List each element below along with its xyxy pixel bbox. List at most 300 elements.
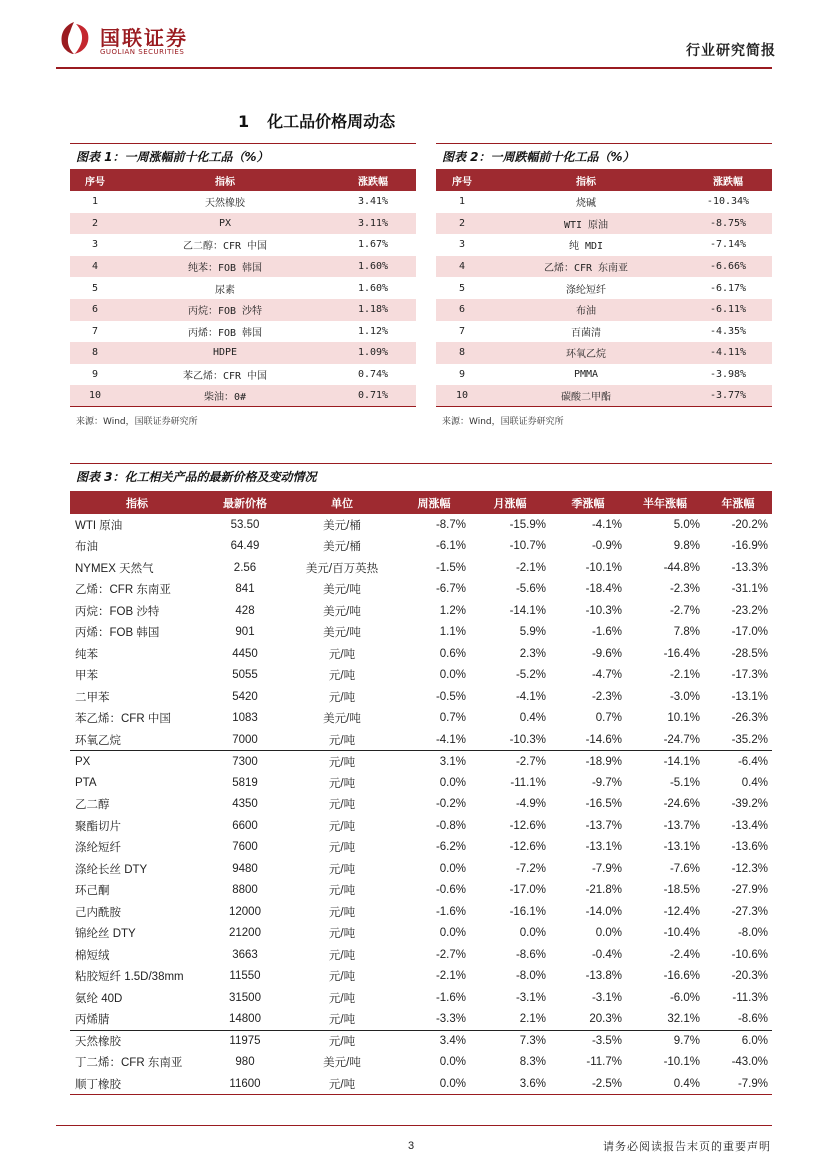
fig3-cell: -35.2% [731,733,768,746]
fig2-cell: -6.17% [709,282,747,294]
fig1-cell: 3 [91,239,99,251]
fig2-row [436,277,772,299]
fig3-cell: 元/吨 [328,820,356,833]
fig1-cell: 1 [91,196,99,208]
fig3-cell: 美元/百万英热 [305,562,379,575]
fig3-cell: -6.0% [669,991,700,1004]
fig3-row [70,1009,772,1031]
fig3-cell: -2.5% [550,1073,626,1095]
fig3-cell: 11975 [204,1030,286,1052]
fig3-cell: 5420 [232,690,258,703]
fig3-cell: -6.1% [435,540,466,553]
fig3-row [70,815,772,837]
fig3-header-cell: 季涨幅 [550,491,626,514]
fig3-row [70,1073,772,1095]
fig2-header-cell: 指标 [488,169,684,191]
fig1-row [70,191,416,213]
fig1-cell: 丙烷：FOB 沙特 [120,299,330,321]
fig2-cell: -7.14% [709,239,747,251]
fig3-cell: 丙烯：FOB 韩国 [75,627,160,640]
fig3-cell: 己内酰胺 [75,906,121,919]
fig3-cell: 元/吨 [328,906,356,919]
fig1-header-cell: 涨跌幅 [330,169,416,191]
fig3-row [70,729,772,751]
section-number: 1 [238,112,250,131]
fig3-cell: 6.0% [704,1030,772,1052]
fig1-cell: 4 [70,256,120,278]
fig3-cell: -0.2% [435,798,466,811]
fig3-cell: 元/吨 [328,992,356,1005]
fig3-cell: -13.7% [585,819,622,832]
fig3-cell: -20.3% [731,970,768,983]
fig1-cell: HDPE [120,342,330,364]
fig3-cell: 0.7% [595,712,622,725]
fig3-cell: 0.4% [519,712,546,725]
fig3-cell: 元/吨 [328,777,356,790]
fig3-cell: -11.3% [732,991,768,1004]
fig3-cell: 10.1% [667,712,700,725]
fig3-cell: 甲苯 [75,670,98,683]
fig2-cell: 4 [436,256,488,278]
logo-mark-icon [56,20,92,56]
fig3-cell: -13.8% [585,970,622,983]
fig3-cell: -3.3% [435,1013,466,1025]
fig3-cell: -2.7% [470,751,550,773]
fig3-cell: -2.3% [669,583,700,596]
fig1-cell: 纯苯：FOB 韩国 [120,256,330,278]
fig3-cell: -9.7% [591,776,622,789]
fig2-cell: 碳酸二甲酯 [488,385,684,407]
fig1-table [70,169,416,407]
fig2-row [436,256,772,278]
fig3-cell: 元/吨 [286,751,398,773]
fig3-cell: 1083 [232,712,258,725]
header-divider [56,67,772,69]
fig3-cell: -15.9% [509,518,546,531]
fig3-cell: -18.9% [550,751,626,773]
fig2-row [436,342,772,364]
fig2-top-rule [436,143,772,144]
fig3-cell: -10.1% [585,561,622,574]
fig3-cell: -13.1% [585,841,622,854]
fig3-row [70,751,772,773]
fig3-row [70,1052,772,1074]
fig2-cell: -10.34% [706,196,750,208]
fig3-cell: -11.1% [510,776,546,789]
fig1-cell: 1.60% [330,256,416,278]
fig3-cell: -17.0% [731,626,768,639]
fig3-cell: 0.6% [439,647,466,660]
fig3-cell: 3.6% [470,1073,550,1095]
fig3-cell: -10.3% [585,604,622,617]
fig3-cell: 元/吨 [328,1014,356,1026]
fig3-cell: -13.1% [663,841,700,854]
fig3-cell: -13.1% [731,690,768,703]
fig1-cell: 1.12% [357,325,389,337]
fig3-cell: -24.7% [663,733,700,746]
fig1-row [70,342,416,364]
fig3-row [70,514,772,536]
fig3-cell: -12.4% [663,905,700,918]
fig3-cell: WTI 原油 [75,519,123,532]
fig3-cell: -16.4% [663,647,700,660]
logo-text-cn: 国联证券 [100,26,188,50]
fig3-header-cell: 半年涨幅 [626,491,704,514]
fig2-header-cell: 涨跌幅 [684,169,772,191]
footer-disclaimer: 请务必阅读报告末页的重要声明 [603,1140,771,1153]
fig1-cell: 0.71% [330,385,416,407]
fig3-cell: -13.6% [731,841,768,854]
fig3-cell: -12.3% [731,862,768,875]
fig3-cell: -16.5% [585,798,622,811]
fig3-cell: 0.0% [519,927,546,940]
fig3-cell: 美元/吨 [323,627,361,640]
fig3-row [70,1030,772,1052]
fig3-row [70,686,772,708]
fig3-cell: -10.3% [509,733,546,746]
fig3-cell: -4.1% [435,733,466,746]
fig1-cell: 苯乙烯：CFR 中国 [182,371,268,383]
fig3-cell: 元/吨 [328,734,356,747]
footer-divider [56,1125,772,1126]
fig2-cell: 10 [436,385,488,407]
fig1-cell: 1.60% [357,282,389,294]
fig3-cell: NYMEX 天然气 [75,562,154,575]
fig2-cell: -3.77% [684,385,772,407]
fig1-title: 图表 1：一周涨幅前十化工品（%） [76,150,269,164]
fig3-cell: 5055 [232,669,258,682]
fig3-cell: -43.0% [731,1056,768,1069]
fig3-cell: 841 [235,583,255,596]
fig3-cell: -24.6% [663,798,700,811]
fig1-cell: 8 [70,342,120,364]
fig3-cell: -6.7% [435,583,466,596]
fig3-cell: 丙烯腈 [75,1014,110,1026]
fig1-cell: 9 [91,369,99,381]
fig3-cell: 21200 [229,927,261,940]
fig3-row [70,923,772,945]
fig2-cell: 9 [458,369,466,381]
fig2-cell: 3 [458,239,466,251]
fig3-cell: 元/吨 [286,1030,398,1052]
fig2-title: 图表 2：一周跌幅前十化工品（%） [442,150,635,164]
fig1-cell: PX [120,213,330,235]
fig3-cell: 980 [235,1056,255,1069]
fig3-row [70,966,772,988]
fig3-cell: 428 [235,604,255,617]
fig3-cell: -3.1% [591,991,622,1004]
fig3-cell: -1.6% [435,991,466,1004]
fig2-cell: 8 [436,342,488,364]
fig3-cell: -11.7% [586,1056,622,1069]
fig2-row [436,213,772,235]
fig3-cell: -2.4% [669,948,700,961]
fig3-row [70,557,772,579]
fig3-cell: 美元/桶 [323,541,361,554]
fig2-cell: -6.11% [684,299,772,321]
company-logo [56,16,226,60]
fig3-cell: 7.3% [470,1030,550,1052]
fig3-top-rule [70,463,772,464]
fig3-cell: 苯乙烯：CFR 中国 [75,713,171,726]
page-number: 3 [408,1140,415,1152]
fig3-cell: 31500 [229,991,261,1004]
fig3-cell: -13.4% [731,819,768,832]
fig1-cell: 1.09% [330,342,416,364]
fig3-cell: 元/吨 [328,949,356,962]
fig3-cell: -5.2% [515,669,546,682]
fig3-row [70,987,772,1009]
fig3-cell: 0.4% [626,1073,704,1095]
fig1-row [70,277,416,299]
fig3-cell: -3.0% [669,690,700,703]
fig3-cell: 11600 [204,1073,286,1095]
fig3-cell: -14.1% [509,604,546,617]
fig3-cell: -2.7% [435,948,466,961]
fig3-cell: 32.1% [667,1013,700,1025]
fig3-cell: 4350 [232,798,258,811]
fig2-row [436,234,772,256]
fig2-row [436,385,772,407]
fig3-row [70,880,772,902]
fig3-cell: 丁二烯：CFR 东南亚 [75,1057,183,1070]
fig1-row [70,299,416,321]
fig3-cell: -8.0% [515,970,546,983]
fig2-cell: -3.98% [709,369,747,381]
fig3-cell: 0.0% [439,862,466,875]
fig3-cell: 5.9% [519,626,546,639]
fig3-cell: -17.3% [731,669,768,682]
fig3-cell: 纯苯 [75,648,98,661]
fig3-cell: -8.0% [737,927,768,940]
fig3-cell: 聚酯切片 [75,820,121,833]
fig3-cell: 元/吨 [328,885,356,898]
fig3-cell: 元/吨 [328,971,356,984]
fig3-cell: -2.3% [591,690,622,703]
fig3-cell: 7.8% [673,626,700,639]
fig1-cell: 3.11% [330,213,416,235]
fig3-cell: -7.9% [591,862,622,875]
fig2-row [436,321,772,343]
section-title [238,109,395,132]
fig3-cell: -7.6% [669,862,700,875]
fig1-cell: 6 [70,299,120,321]
fig3-cell: 氨纶 40D [75,992,123,1005]
fig3-cell: -44.8% [663,561,700,574]
fig3-cell: 9.8% [673,540,700,553]
fig2-cell: -6.66% [684,256,772,278]
fig2-cell: 环氧乙烷 [488,342,684,364]
fig3-cell: 元/吨 [328,863,356,876]
fig3-cell: 美元/吨 [323,713,361,726]
fig3-cell: -2.1% [515,561,546,574]
fig3-cell: 53.50 [230,518,260,531]
fig3-cell: 8.3% [519,1056,546,1069]
fig3-cell: -5.6% [515,583,546,596]
fig3-header-cell: 单位 [286,491,398,514]
fig3-table [70,491,772,1095]
fig3-header-cell: 指标 [70,491,204,514]
fig3-cell: -5.1% [669,776,700,789]
fig3-cell: -2.1% [669,669,700,682]
fig3-cell: 7300 [204,751,286,773]
fig3-cell: -4.9% [515,798,546,811]
fig1-header-row [70,169,416,191]
fig1-cell: 尿素 [215,284,235,296]
fig2-cell: WTI 原油 [488,213,684,235]
fig3-row [70,643,772,665]
fig3-cell: -0.5% [435,690,466,703]
fig3-cell: 0.0% [439,669,466,682]
fig3-cell: -0.8% [435,819,466,832]
fig3-cell: 美元/吨 [323,605,361,618]
fig2-header-cell: 序号 [436,169,488,191]
fig3-cell: 1.1% [439,626,466,639]
fig3-cell: -4.1% [591,518,622,531]
fig3-row [70,858,772,880]
fig3-cell: 12000 [229,905,261,918]
fig3-cell: 天然橡胶 [70,1030,204,1052]
fig3-cell: -18.4% [585,583,622,596]
fig3-cell: -6.2% [435,841,466,854]
fig3-cell: -1.5% [435,561,466,574]
fig1-row [70,385,416,407]
fig3-cell: 3.1% [398,751,470,773]
fig3-cell: 5819 [232,776,258,789]
fig3-cell: -8.7% [435,518,466,531]
fig3-cell: -12.6% [509,841,546,854]
fig3-cell: -10.4% [663,927,700,940]
section-title-text: 化工品价格周动态 [267,112,396,131]
fig3-cell: -1.6% [435,905,466,918]
fig1-cell: 丙烯：FOB 韩国 [187,327,263,339]
fig3-cell: 棉短绒 [75,949,110,962]
fig2-cell: 6 [436,299,488,321]
fig3-cell: 顺丁橡胶 [70,1073,204,1095]
fig1-cell: 3.41% [357,196,389,208]
fig2-cell: 布油 [488,299,684,321]
fig3-header-row [70,491,772,514]
fig1-cell: 10 [70,385,120,407]
fig3-header-cell: 最新价格 [204,491,286,514]
fig3-cell: -39.2% [731,798,768,811]
fig1-cell: 乙二醇：CFR 中国 [182,241,268,253]
fig1-row [70,364,416,386]
fig3-cell: -14.6% [585,733,622,746]
fig3-cell: -14.0% [585,905,622,918]
fig3-cell: 美元/桶 [323,519,361,532]
fig3-cell: 3663 [232,948,258,961]
fig3-cell: -23.2% [731,604,768,617]
fig3-cell: 0.0% [439,1056,466,1069]
fig2-cell: -8.75% [684,213,772,235]
fig1-cell: 1.18% [330,299,416,321]
fig3-cell: 2.1% [519,1013,546,1025]
fig2-cell: PMMA [573,369,599,381]
fig3-cell: 涤纶短纤 [75,842,121,855]
fig3-row [70,901,772,923]
fig3-cell: 乙烯：CFR 东南亚 [75,584,171,597]
fig1-cell: 2 [70,213,120,235]
fig3-cell: 2.56 [233,561,257,574]
fig1-row [70,213,416,235]
fig2-cell: 5 [458,282,466,294]
fig3-cell: -20.2% [731,518,768,531]
fig3-cell: 元/吨 [328,799,356,812]
fig3-cell: 9480 [232,862,258,875]
fig3-cell: 元/吨 [286,1073,398,1095]
fig2-row [436,364,772,386]
fig3-cell: -17.0% [509,884,546,897]
fig3-cell: 丙烷：FOB 沙特 [75,605,160,618]
fig3-row [70,794,772,816]
fig3-cell: -7.2% [515,862,546,875]
fig3-cell: 乙二醇 [75,799,110,812]
fig3-cell: -28.5% [731,647,768,660]
fig2-cell: 2 [436,213,488,235]
fig3-cell: PX [70,751,204,773]
logo-text-en: GUOLIAN SECURITIES [100,48,185,56]
fig3-cell: 7600 [232,841,258,854]
fig3-cell: -16.1% [509,905,546,918]
fig3-cell: -16.6% [663,970,700,983]
fig1-cell: 7 [91,325,99,337]
fig3-row [70,837,772,859]
fig3-cell: 粘胶短纤 1.5D/38mm [75,971,184,984]
fig3-cell: 0.4% [741,776,768,789]
fig3-cell: 元/吨 [328,648,356,661]
fig1-header-cell: 指标 [120,169,330,191]
fig3-row [70,622,772,644]
fig3-cell: -4.7% [591,669,622,682]
fig3-title: 图表 3：化工相关产品的最新价格及变动情况 [76,470,317,484]
fig3-cell: 64.49 [230,540,260,553]
fig2-source: 来源：Wind，国联证券研究所 [442,417,564,427]
report-type: 行业研究简报 [686,43,776,59]
fig3-cell: 元/吨 [328,670,356,683]
fig3-cell: -0.9% [591,540,622,553]
fig3-cell: -31.1% [731,583,768,596]
fig3-cell: 0.0% [439,927,466,940]
fig3-cell: 11550 [229,970,261,983]
fig1-cell: 5 [91,282,99,294]
fig3-cell: -3.5% [550,1030,626,1052]
fig3-cell: 元/吨 [328,842,356,855]
fig1-cell: 柴油：0# [120,385,330,407]
fig3-row [70,944,772,966]
fig1-top-rule [70,143,416,144]
fig3-cell: PTA [75,776,97,789]
fig3-cell: -7.9% [704,1073,772,1095]
fig3-cell: -26.3% [731,712,768,725]
fig3-cell: 环己酮 [75,885,110,898]
fig1-row [70,234,416,256]
fig3-row [70,665,772,687]
fig2-header-row [436,169,772,191]
fig3-cell: 0.0% [398,1073,470,1095]
fig3-cell: 美元/吨 [323,584,361,597]
fig3-cell: 4450 [232,647,258,660]
fig3-cell: 5.0% [673,518,700,531]
fig3-cell: -10.7% [509,540,546,553]
fig1-row [70,256,416,278]
fig3-cell: 0.0% [439,776,466,789]
fig3-cell: 二甲苯 [75,691,110,704]
fig1-cell: 1.67% [357,239,389,251]
fig3-cell: 14800 [229,1013,261,1025]
fig3-cell: -18.5% [663,884,700,897]
fig2-cell: 1 [458,196,466,208]
